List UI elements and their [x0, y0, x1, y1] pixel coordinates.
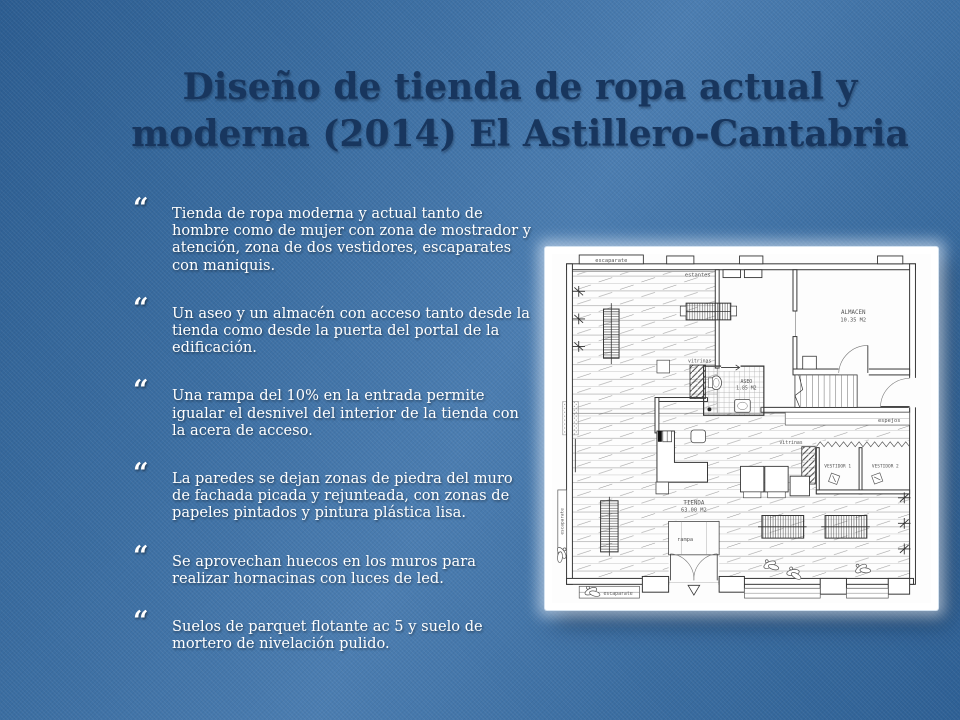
list-item	[133, 375, 533, 439]
sink	[735, 399, 751, 412]
floorplan-drawing	[552, 254, 931, 603]
cash-register	[658, 431, 662, 442]
aseo-area-label: 1.85 M2	[736, 385, 757, 392]
bullet-text: Una rampa del 10% en la entrada permite igualar el desnivel del interior de la tienda con la acera de acceso.	[172, 387, 519, 439]
escaparate-top-label: escaparate	[595, 258, 628, 265]
rampa-label: rampa	[677, 537, 694, 544]
quote-bullet-icon: “	[133, 606, 149, 638]
quote-bullet-icon: “	[133, 292, 149, 324]
almacen-area-label: 10.35 M2	[840, 317, 867, 324]
floorplan-image	[545, 247, 938, 610]
rampa-area	[669, 521, 720, 582]
aseo-label: ASEO	[740, 378, 753, 385]
bullet-text: Suelos de parquet flotante ac 5 y suelo de mortero de nivelación pulido.	[172, 618, 483, 653]
tienda-area-label: 63.00 M2	[681, 507, 707, 514]
escaparate-left-label: escaparate	[560, 508, 566, 535]
quote-bullet-icon: “	[133, 375, 149, 407]
drain	[707, 407, 711, 411]
quote-bullet-icon: “	[133, 540, 149, 572]
estantes-label: estantes	[684, 272, 711, 279]
bullet-text: Un aseo y un almacén con acceso tanto desde la tienda como desde la puerta del portal de la edificación.	[172, 304, 530, 357]
staircase	[795, 375, 857, 407]
counter-box	[656, 482, 669, 494]
vitrina-upper	[690, 365, 706, 398]
quote-bullet-icon: “	[133, 458, 149, 490]
title-line1: Diseño de tienda de ropa actual y	[182, 66, 858, 108]
list-item	[133, 193, 533, 274]
espejos-label: espejos	[877, 418, 901, 425]
vitrinas-upper-label: vitrinas	[688, 358, 712, 365]
quote-bullet-icon: “	[133, 193, 149, 224]
stool	[691, 430, 706, 443]
title-line2: moderna (2014) El Astillero-Cantabria	[131, 113, 909, 155]
toilet-tank	[708, 378, 712, 388]
almacen-label: ALMACEN	[840, 309, 866, 316]
page-title	[90, 64, 950, 158]
bullet-text: Tienda de ropa moderna y actual tanto de hombre como de mujer con zona de mostrador y atención, zona de dos vestidores, escaparates con maniquis.	[172, 205, 531, 274]
list-item	[133, 540, 533, 587]
almacen-fixture	[803, 356, 817, 369]
vitrinas-lower-label: vitrinas	[779, 440, 803, 447]
bullet-list	[133, 193, 533, 683]
list-item	[133, 606, 533, 653]
tienda-label: TIENDA	[683, 500, 705, 507]
right-door-opening	[909, 378, 917, 407]
vestidor1-label: VESTIDOR 1	[824, 464, 852, 470]
list-item	[133, 458, 533, 522]
vestidor2-label: VESTIDOR 2	[871, 464, 899, 470]
list-item	[133, 292, 533, 357]
bullet-text: La paredes se dejan zonas de piedra del muro de fachada picada y rejunteada, con zonas de papeles pintados y pintura plástica lisa.	[172, 470, 513, 522]
escaparate-bottom-label: escaparate	[603, 591, 633, 598]
parquet-floor-lower	[571, 413, 913, 582]
display-box	[657, 360, 670, 373]
bullet-text: Se aprovechan huecos en los muros para realizar hornacinas con luces de led.	[172, 552, 476, 587]
